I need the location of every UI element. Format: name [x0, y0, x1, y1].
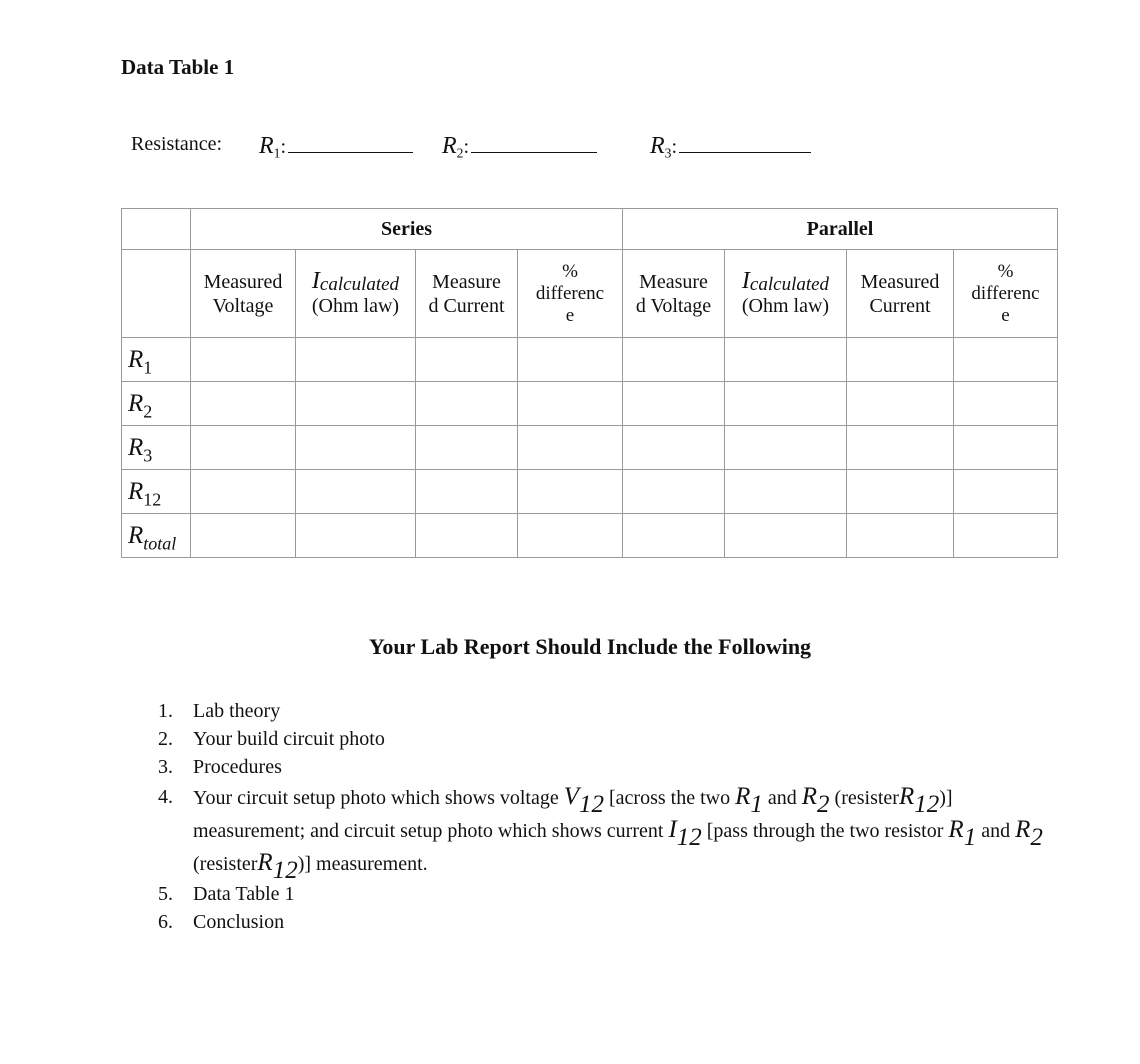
- corner-cell: [122, 209, 191, 250]
- data-cell[interactable]: [623, 338, 725, 382]
- r1-blank[interactable]: [288, 130, 413, 153]
- r2-symbol: R: [442, 133, 457, 159]
- data-cell[interactable]: [954, 426, 1058, 470]
- series-group-header: Series: [191, 209, 623, 250]
- r1-symbol: R: [259, 133, 274, 159]
- series-i-calculated-header: $I_{calculated}$ (Ohm law): [296, 250, 416, 338]
- data-cell[interactable]: [296, 426, 416, 470]
- r1-field: $R_1$:: [259, 130, 413, 160]
- data-cell[interactable]: [725, 514, 847, 558]
- data-cell[interactable]: [518, 338, 623, 382]
- data-cell[interactable]: [847, 338, 954, 382]
- data-cell[interactable]: [191, 514, 296, 558]
- r3-blank[interactable]: [679, 130, 811, 153]
- series-measured-current-header: Measure d Current: [416, 250, 518, 338]
- table-row: [122, 338, 1058, 382]
- data-cell[interactable]: [416, 382, 518, 426]
- data-cell[interactable]: [416, 426, 518, 470]
- report-list: [158, 697, 1058, 936]
- row-label-r1: $R_1$: [122, 338, 191, 382]
- data-cell[interactable]: [191, 338, 296, 382]
- r2-blank[interactable]: [471, 130, 597, 153]
- row-label-rtotal: $R_{total}$: [122, 514, 191, 558]
- data-cell[interactable]: [296, 382, 416, 426]
- table-row: [122, 514, 1058, 558]
- data-cell[interactable]: [725, 426, 847, 470]
- list-item: 5. Data Table 1: [158, 883, 295, 905]
- data-cell[interactable]: [296, 338, 416, 382]
- data-cell[interactable]: [623, 470, 725, 514]
- row-label-r3: $R_3$: [122, 426, 191, 470]
- data-cell[interactable]: [954, 382, 1058, 426]
- parallel-i-calculated-header: $I_{calculated}$ (Ohm law): [725, 250, 847, 338]
- list-item: 2. Your build circuit photo: [158, 728, 385, 750]
- parallel-measured-voltage-header: Measure d Voltage: [623, 250, 725, 338]
- row-label-r2: $R_2$: [122, 382, 191, 426]
- data-cell[interactable]: [191, 470, 296, 514]
- data-cell[interactable]: [518, 426, 623, 470]
- table-row: [122, 426, 1058, 470]
- table-row: [122, 382, 1058, 426]
- r3-symbol: R: [650, 133, 665, 159]
- parallel-group-header: Parallel: [623, 209, 1058, 250]
- data-cell[interactable]: [847, 382, 954, 426]
- row-label-r12: $R_{12}$: [122, 470, 191, 514]
- data-cell[interactable]: [191, 382, 296, 426]
- data-cell[interactable]: [725, 382, 847, 426]
- parallel-measured-current-header: Measured Current: [847, 250, 954, 338]
- list-item: 1. Lab theory: [158, 700, 281, 722]
- data-cell[interactable]: [623, 514, 725, 558]
- data-cell[interactable]: [416, 514, 518, 558]
- data-cell[interactable]: [847, 470, 954, 514]
- series-percent-difference-header: % differenc e: [518, 250, 623, 338]
- data-cell[interactable]: [296, 470, 416, 514]
- data-cell[interactable]: [847, 514, 954, 558]
- list-item: 6. Conclusion: [158, 911, 285, 933]
- list-item: 3. Procedures: [158, 756, 282, 778]
- page-title: Data Table 1: [121, 55, 235, 79]
- data-cell[interactable]: [518, 470, 623, 514]
- data-cell[interactable]: [623, 382, 725, 426]
- data-cell[interactable]: [191, 426, 296, 470]
- data-cell[interactable]: [954, 514, 1058, 558]
- data-cell[interactable]: [416, 338, 518, 382]
- data-cell[interactable]: [518, 382, 623, 426]
- data-cell[interactable]: [954, 470, 1058, 514]
- data-cell[interactable]: [518, 514, 623, 558]
- data-cell[interactable]: [954, 338, 1058, 382]
- table-row: [122, 470, 1058, 514]
- header-blank-cell: [122, 250, 191, 338]
- r3-field: $R_3$:: [650, 130, 811, 160]
- data-cell[interactable]: [416, 470, 518, 514]
- report-heading: Your Lab Report Should Include the Following: [368, 634, 812, 659]
- data-cell[interactable]: [725, 338, 847, 382]
- resistance-line: [131, 130, 851, 164]
- data-cell[interactable]: [296, 514, 416, 558]
- data-table: [121, 208, 1058, 558]
- data-cell[interactable]: [623, 426, 725, 470]
- parallel-percent-difference-header: % differenc e: [954, 250, 1058, 338]
- r2-field: $R_2$:: [442, 130, 597, 160]
- data-cell[interactable]: [847, 426, 954, 470]
- data-cell[interactable]: [725, 470, 847, 514]
- series-measured-voltage-header: Measured Voltage: [191, 250, 296, 338]
- list-item: 4. Your circuit setup photo which shows voltage $V_{12}$ [across the two $R_1$ and $R_2$ (resisterR$_{12}$)] measurement; and circuit setup photo which shows current $I_{12}$ [pass through the two resistor $R_1$ and $R_2$ (resisterR$_{12}$)] measurement.: [158, 783, 1043, 884]
- resistance-label: Resistance:: [131, 133, 223, 155]
